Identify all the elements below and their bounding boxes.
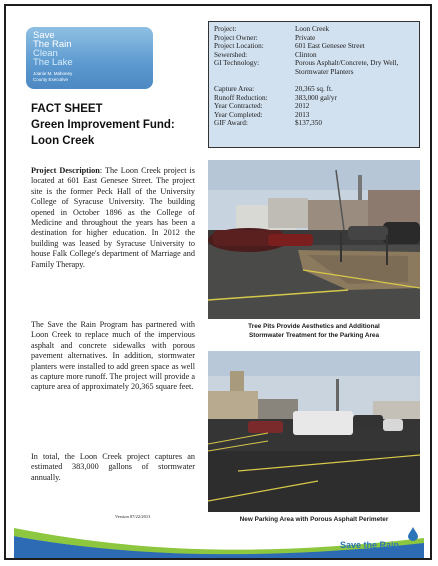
logo-signature-title: County Executive [33, 77, 69, 82]
photo-2-caption: New Parking Area with Porous Asphalt Perimeter [239, 516, 389, 523]
logo-line-2: The Rain [33, 39, 72, 50]
info-value: 20,365 sq. ft. [295, 85, 333, 93]
photo-1-caption-line-2: Stormwater Treatment for the Parking Area [248, 332, 380, 339]
description-lead: Project Description [31, 166, 100, 175]
info-value: Clinton [295, 50, 317, 59]
photo-1-caption-line-1: Tree Pits Provide Aesthetics and Additional [248, 323, 380, 330]
program-heading: Green Improvement Fund: [31, 119, 175, 131]
info-value: 601 East Genesee Street [295, 42, 365, 50]
logo-line-4: The Lake [33, 57, 73, 68]
info-value: Porous Asphalt/Concrete, Dry Well, Stormwater Planters [295, 59, 399, 76]
info-label: GI Technology: [214, 59, 260, 67]
info-label: Year Contracted: [214, 102, 263, 110]
version-label: Version 07/22/2013 [115, 514, 151, 519]
info-label: Project Owner: [214, 33, 258, 42]
info-value: Loon Creek [295, 25, 330, 33]
info-label: Sewershed: [214, 50, 248, 59]
save-the-rain-logo [26, 27, 153, 89]
info-label: Runoff Reduction: [214, 93, 268, 102]
footer-save-the-rain-logo: Save the Rain [340, 540, 400, 550]
info-value: $137,350 [295, 119, 322, 127]
raindrop-icon [408, 527, 418, 541]
logo-line-3: Clean [33, 48, 58, 59]
project-heading: Loon Creek [31, 135, 95, 147]
info-label: Project Location: [214, 42, 264, 50]
info-label: Project: [214, 25, 237, 33]
photo-2-image [208, 351, 420, 512]
info-value: 383,000 gal/yr [295, 93, 337, 102]
info-value: Private [295, 33, 316, 42]
logo-signature-name: Joanie M. Mahoney [33, 71, 73, 76]
parking-lot-photo-2 [208, 351, 420, 512]
info-label: Year Completed: [214, 110, 263, 119]
description-text: : The Loon Creek project is located at 601 East Genesee Street. The project site is the former Peck Hall of the University College of Syracuse University. The building opened in October 1896 as the College of Medicine and throughout the years has been a destination for higher education. In 2012 the building was leased by Syracuse University to house Falk College's department of Marriage and Family Therapy. [31, 166, 195, 269]
info-value: 2013 [295, 110, 310, 119]
fact-sheet-heading: FACT SHEET [31, 103, 103, 115]
partnership-paragraph: The Save the Rain Program has partnered with Loon Creek to replace much of the impervious asphalt and concrete sidewalks with porous pavement alternatives. In addition, stormwater planters were installed to add green space as well as capture more runoff. The project will provide a capture area of approximately 20,365 square feet. [31, 320, 195, 392]
total-capture-paragraph: In total, the Loon Creek project captures an estimated 383,000 gallons of stormwater annually. [31, 452, 195, 482]
info-label: Capture Area: [214, 85, 255, 93]
photo-1-image [208, 160, 420, 319]
project-description-paragraph [31, 166, 195, 320]
logo-line-1: Save [33, 30, 55, 41]
info-label: GIF Award: [214, 119, 248, 127]
info-value: 2012 [295, 102, 310, 110]
project-info-table [208, 21, 420, 148]
parking-lot-photo-1 [208, 160, 420, 319]
